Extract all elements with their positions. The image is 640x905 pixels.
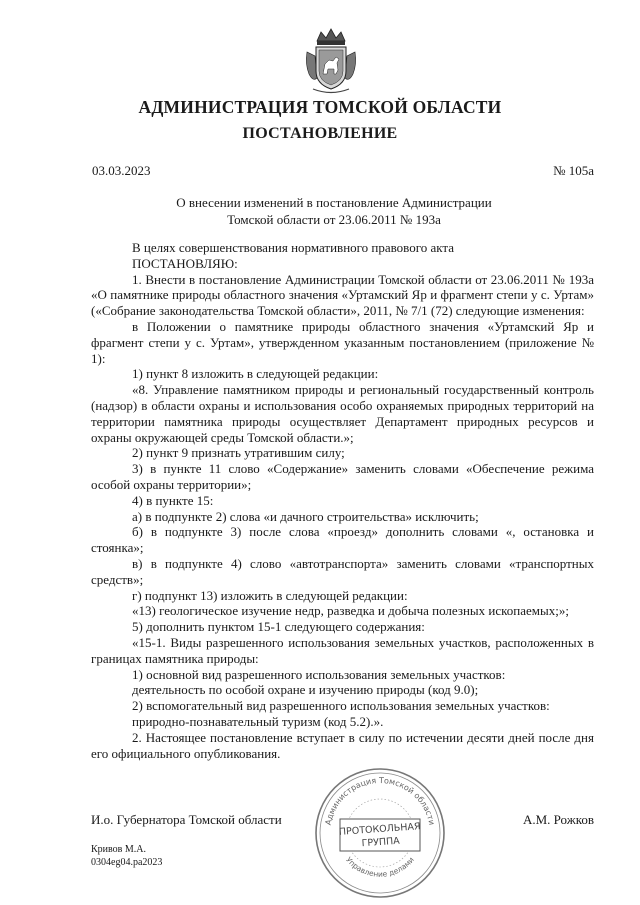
organization-title: АДМИНИСТРАЦИЯ ТОМСКОЙ ОБЛАСТИ [138,97,502,117]
executor-name: Кривов М.А. [91,844,147,855]
stamp-bottom-text: Управление делами [344,855,416,879]
paragraph: б) в подпункте 3) после слова «проезд» дополнить словами «, остановка и стоянка»; [91,524,594,556]
subject-line: Томской области от 23.06.2011 № 193а [227,212,441,227]
paragraph: «8. Управление памятником природы и региональный государственный контроль (надзор) в области охраны и использования особо охраняемых природных территорий на территории памятника природы осуществляет Департамент природных ресурсов и охраны окружающей среды Томской области.»; [91,382,594,445]
document-date: 03.03.2023 [92,163,151,178]
signatory-position: И.о. Губернатора Томской области [91,812,282,827]
stamp-line1: ПРОТОКОЛЬНАЯ [338,821,421,838]
paragraph: 1. Внести в постановление Администрации Томской области от 23.06.2011 № 193а «О памятнике природы областного значения «Уртамский Яр и фрагмент степи у с. Уртам» («Собрание законодательства Томской области», 2011, № 7/1 (72) следующие изменения: [91,271,594,319]
paragraph: 1) пункт 8 изложить в следующей редакции: [132,366,379,382]
decree-word: ПОСТАНОВЛЯЮ: [132,255,238,271]
executor-block [91,843,162,869]
paragraph: «13) геологическое изучение недр, разведка и добыча полезных ископаемых;»; [132,603,569,619]
paragraph: 2) вспомогательный вид разрешенного использования земельных участков: [132,698,550,714]
paragraph: в) в подпункте 4) слово «автотранспорта» заменить словами «транспортных средств»; [91,555,594,587]
purpose-text: В целях совершенствования нормативного правового акта [132,240,455,255]
paragraph: 1) основной вид разрешенного использования земельных участков: [132,666,506,682]
document-type: ПОСТАНОВЛЕНИЕ [242,125,398,142]
official-stamp [312,765,448,901]
paragraph: 2. Настоящее постановление вступает в силу по истечении десяти дней после дня его официального опубликования. [91,729,594,761]
paragraph: 3) в пункте 11 слово «Содержание» заменить словами «Обеспечение режима особой охраны территории»; [91,461,594,492]
paragraph: а) в подпункте 2) слова «и дачного строительства» исключить; [132,508,479,524]
document-body [91,240,594,761]
signatory-name: А.М. Рожков [522,812,594,827]
paragraph: 5) дополнить пунктом 15-1 следующего содержания: [132,619,425,635]
paragraph: 4) в пункте 15: [132,492,214,508]
paragraph: в Положении о памятнике природы областного значения «Уртамский Яр и фрагмент степи у с. Уртам», утвержденном указанным постановлением (приложение № 1): [91,318,594,366]
document-subject [170,194,498,228]
executor-file: 0304eg04.pa2023 [91,857,163,868]
paragraph: «15-1. Виды разрешенного использования земельных участков, расположенных в границах памятника природы: [91,634,594,666]
subject-line: О внесении изменений в постановление Администрации [176,195,492,210]
stamp-line2: ГРУППА [361,835,401,850]
stamp-outer-text: Администрация Томской области [323,775,437,826]
paragraph: 2) пункт 9 признать утратившим силу; [132,445,345,461]
paragraph: г) подпункт 13) изложить в следующей редакции: [132,587,408,603]
coat-of-arms-icon [303,26,359,96]
paragraph: природно-познавательный туризм (код 5.2).». [132,713,384,729]
document-number: № 105а [553,163,594,178]
paragraph: деятельность по особой охране и изучению природы (код 9.0); [132,682,479,698]
